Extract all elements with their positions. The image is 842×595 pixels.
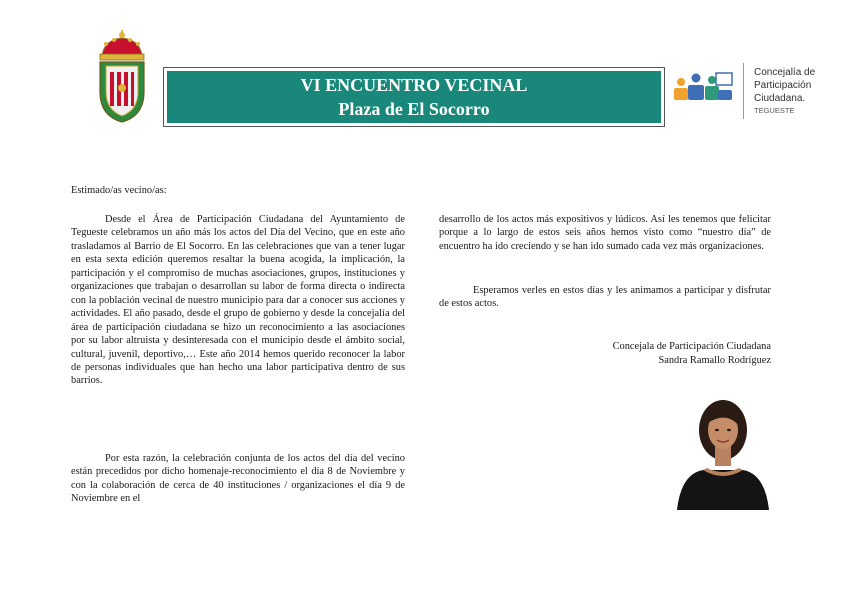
signature-name: Sandra Ramallo Rodríguez [658, 355, 771, 366]
event-subtitle: Plaza de El Socorro [338, 99, 490, 119]
left-paragraph-1: Desde el Área de Participación Ciudadana del Ayuntamiento de Tegueste celebramos un año más los actos del Día del Vecino, que en este año trasladamos al Barrio de El Socorro. En las celebraciones que van a tener lugar en esta sexta edición queremos resaltar la buena acogida, la implicación, la participación y el compromiso de muchas asociaciones, grupos, instituciones y organizaciones que trabajan o desarrollan su labor de forma directa o indirecta con la población vecinal de nuestro municipio para dar a conocer sus acciones y actividades. El año pasado, desde el grupo de gobierno y desde la concejalía del área de participación ciudadana se hizo un reconocimiento a las asociaciones por su labor altruista y desinteresada con el municipio desde el ámbito social, cultural, juvenil, deportivo,… Este año 2014 hemos querido reconocer la labor de personas individuales que han hecho una labor participativa dentro de sus barrios. [71, 214, 405, 387]
signature-role: Concejala de Participación Ciudadana [612, 341, 771, 352]
logo-divider [743, 63, 744, 119]
coat-of-arms-icon [94, 30, 150, 124]
title-banner [163, 67, 665, 127]
logo-line-4: TEGUESTE [754, 106, 795, 115]
logo-line-3: Ciudadana. [754, 93, 806, 104]
signature-block [520, 340, 771, 368]
title-banner-fill [167, 71, 661, 123]
councillor-portrait-photo [673, 390, 772, 510]
event-title: VI ENCUENTRO VECINAL [300, 75, 528, 95]
logo-line-2: Participación [754, 80, 812, 91]
greeting: Estimado/as vecino/as: [71, 185, 167, 196]
right-paragraph-2: Esperamos verles en estos días y les animamos a participar y disfrutar de estos actos. [439, 285, 771, 310]
participation-logo-text [754, 66, 834, 116]
logo-line-1: Concejalía de [754, 67, 816, 78]
right-paragraph-1: desarrollo de los actos más expositivos y lúdicos. Así les tenemos que felicitar porque a lo largo de estos seis años hemos visto como “nuestro día” de encuentro ha ido creciendo y se han ido sumado cada vez más organizaciones. [439, 214, 771, 252]
left-paragraph-2: Por esta razón, la celebración conjunta de los actos del día del vecino están precedidos por dicho homenaje-reconocimiento el día 8 de Noviembre y con la colaboración de cerca de 40 instituciones / organizaciones el día 9 de Noviembre en el [71, 453, 405, 505]
participation-people-logo-icon [672, 70, 734, 104]
